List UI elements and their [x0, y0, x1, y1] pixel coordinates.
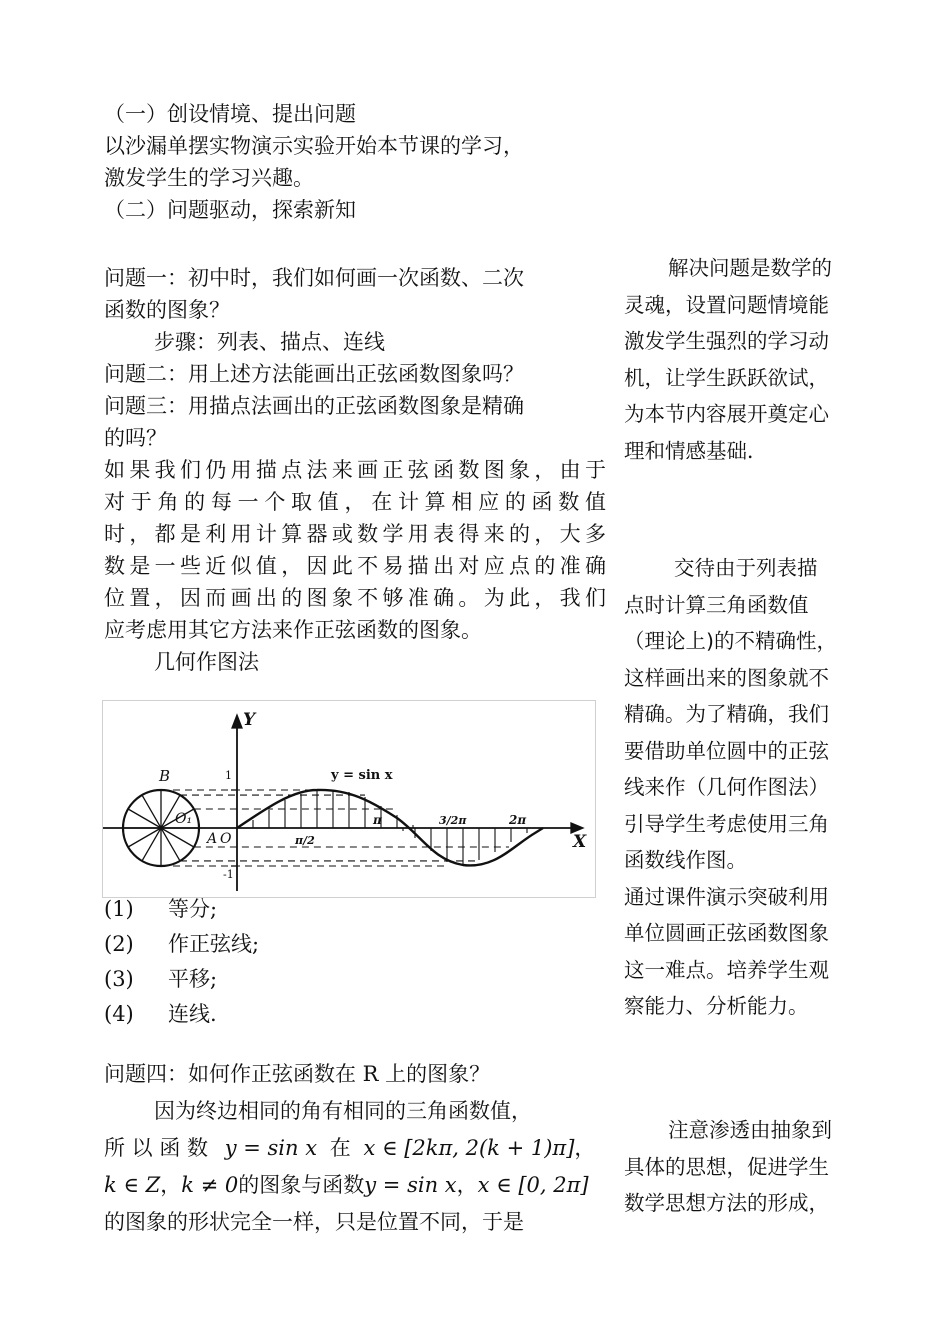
tick-one-label: 1 [225, 769, 232, 782]
origin-o-label: O [220, 831, 232, 847]
point-a-label: A [207, 831, 218, 847]
question-one: 函数的图象？ [104, 298, 230, 322]
sine-construction-figure [102, 700, 596, 898]
paragraph-line: 数是一些近似值，因此不易描出对应点的准确 [104, 554, 606, 578]
y-axis-arrow [232, 715, 242, 728]
step-item: (3) 平移; [104, 967, 218, 991]
question-four: 问题四：如何作正弦函数在 R 上的图象？ [104, 1062, 491, 1086]
sine-construction-svg [103, 701, 595, 897]
construction-steps [104, 892, 259, 1032]
formula: x ∈ [0, 2π] [477, 1173, 589, 1197]
paragraph-line: 位置，因而画出的图象不够准确。为此，我们 [104, 586, 606, 610]
formula: k ≠ 0 [181, 1173, 239, 1197]
section2-heading: （二）问题驱动，探索新知 [104, 198, 356, 222]
tick-two-pi-label: 2π [509, 813, 527, 827]
step-item: (1) 等分; [104, 897, 218, 921]
question-three: 的吗？ [104, 426, 167, 450]
side-note-3: 注意渗透由抽象到 具体的思想，促进学生 数学思想方法的形成， [624, 1118, 832, 1215]
y-axis-label: Y [243, 710, 256, 730]
steps-line: 步骤：列表、描点、连线 [154, 330, 385, 354]
formula: y = sin x [364, 1173, 457, 1197]
section1-heading: （一）创设情境、提出问题 [104, 102, 356, 126]
lower-line: 所 以 函 数 y = sin x 在 x ∈ [2kπ, 2(k + 1)π]， [104, 1136, 596, 1160]
step-item: (4) 连线. [104, 1002, 217, 1026]
question-two: 问题二：用上述方法能画出正弦函数图象吗？ [104, 362, 524, 386]
formula: x ∈ [2kπ, 2(k + 1)π] [363, 1136, 575, 1160]
center-o1-label: O₁ [175, 811, 193, 827]
intro-line: 激发学生的学习兴趣。 [104, 166, 314, 190]
lower-line: 因为终边相同的角有相同的三角函数值， [154, 1099, 532, 1123]
point-b-label: B [159, 767, 171, 785]
lower-line: 的图象的形状完全一样，只是位置不同，于是 [104, 1210, 524, 1234]
tick-pi-label: π [373, 813, 382, 827]
question-three: 问题三：用描点法画出的正弦函数图象是精确 [104, 394, 524, 418]
method-heading: 几何作图法 [154, 650, 259, 674]
main-column [104, 98, 606, 678]
paragraph-line: 如果我们仍用描点法来画正弦函数图象，由于 [104, 458, 606, 482]
paragraph-line: 时，都是利用计算器或数学用表得来的，大多 [104, 522, 606, 546]
x-axis-label: X [573, 832, 587, 852]
tick-half-pi-label: π/2 [295, 834, 315, 847]
paragraph-line: 对于角的每一个取值，在计算相应的函数值 [104, 490, 606, 514]
question-one: 问题一：初中时，我们如何画一次函数、二次 [104, 266, 524, 290]
step-item: (2) 作正弦线; [104, 932, 260, 956]
question-four-block [104, 1056, 606, 1241]
tick-neg-one-label: -1 [223, 868, 234, 881]
side-note-1: 解决问题是数学的 灵魂，设置问题情境能 激发学生强烈的学习动 机，让学生跃跃欲试， 为本节内容展开奠定心 理和情感基础． [624, 256, 832, 463]
tick-three-half-pi-label: 3/2π [439, 814, 467, 827]
paragraph-line: 应考虑用其它方法来作正弦函数的图象。 [104, 618, 482, 642]
curve-label: y = sin x [331, 768, 393, 783]
formula: k ∈ Z [104, 1173, 161, 1197]
lower-line: k ∈ Z，k ≠ 0的图象与函数y = sin x，x ∈ [0, 2π] [104, 1173, 589, 1197]
formula: y = sin x [224, 1136, 318, 1160]
intro-line: 以沙漏单摆实物演示实验开始本节课的学习， [104, 134, 524, 158]
side-note-2: 交待由于列表描 点时计算三角函数值 （理论上)的不精确性， 这样画出来的图象就不 精确。为了精确，我们 要借助单位圆中的正弦 线来作（几何作图法） 引导学生考虑使用三角 函数线作图。 通过课件演示突破利用 单位圆画正弦函数图象 这一难点。培养学生观 察能力、分析能力。 [624, 556, 837, 1018]
